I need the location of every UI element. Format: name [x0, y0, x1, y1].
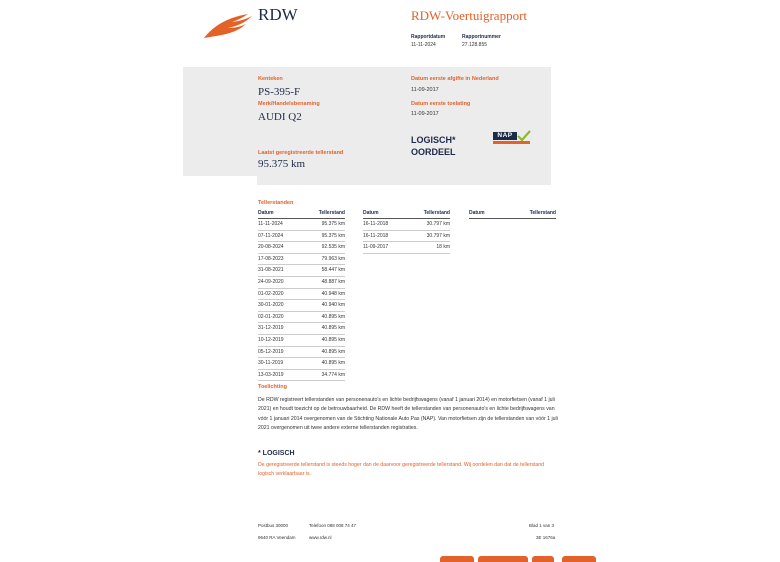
- readings-column-1: [258, 210, 345, 381]
- table-row: [258, 335, 345, 347]
- explanation-body: De RDW registreert tellerstanden van personenauto's en lichte bedrijfswagens (vanaf 1 januari 2014) en motorfietsen (vanaf 1 juli 2021) en houdt toezicht op de betrouwbaarheid. De RDW heeft de tellerstanden van personenauto's en lichte bedrijfswagens van vóór 1 januari 2014 overgenomen van de Stichting Nationale Auto Pas (NAP). Van motorfietsen zijn de tellerstanden van vóór 1 juli 2021 overgenomen uit twee andere externe tellerstanden registraties.: [258, 397, 558, 431]
- reading-value: 95.375 km: [321, 232, 345, 239]
- reading-date: 16-11-2018: [363, 221, 389, 227]
- judgement-line2: OORDEEL: [411, 147, 456, 157]
- reading-value: 40.948 km: [321, 290, 345, 297]
- readings-column-3: [469, 210, 556, 219]
- footer-address-2: 9640 RA Veendam: [258, 535, 296, 540]
- readings-column-2: [363, 210, 450, 254]
- reading-date: 05-12-2019: [258, 348, 284, 355]
- explanation-title: Toelichting: [258, 384, 287, 390]
- reading-date: 02-01-2020: [258, 313, 284, 320]
- nap-logo-label: NAP: [493, 132, 517, 140]
- table-row: [258, 323, 345, 335]
- col-value-header: Tellerstand: [529, 210, 556, 216]
- decorative-bar: [440, 556, 474, 562]
- readings-title: Tellerstanden: [258, 200, 294, 206]
- reading-date: 13-03-2019: [258, 371, 284, 378]
- judgement-line1: LOGISCH*: [411, 135, 456, 145]
- note-body: De geregistreerde tellerstand is steeds hoger dan de daarvoor geregistreerde tellerstand. Wij oordelen dan dat de tellerstand logisch verklaarbaar is.: [258, 462, 545, 478]
- col-date-header: Datum: [258, 210, 274, 216]
- reading-value: 95.375 km: [321, 221, 345, 227]
- plate-label: Kenteken: [258, 76, 283, 82]
- table-row: [363, 231, 450, 243]
- table-row: [363, 219, 450, 231]
- reading-date: 24-09-2020: [258, 278, 284, 285]
- reading-date: 16-11-2018: [363, 232, 389, 239]
- table-row: [258, 219, 345, 231]
- reading-date: 11-09-2017: [363, 244, 389, 251]
- reading-value: 40.895 km: [321, 348, 345, 355]
- make-value: AUDI Q2: [258, 111, 302, 123]
- col-date-header: Datum: [469, 210, 485, 216]
- reading-value: 30.797 km: [426, 232, 450, 239]
- decorative-bar: [532, 556, 554, 562]
- first-admission-value: 11-09-2017: [411, 111, 439, 117]
- plate-value: PS-395-F: [258, 86, 301, 98]
- table-row: [258, 277, 345, 289]
- reading-value: 18 km: [436, 244, 450, 251]
- report-date: 11-11-2024: [411, 42, 436, 48]
- report-title: RDW-Voertuigrapport: [411, 8, 528, 23]
- readings-col1-rows: [258, 219, 345, 381]
- readings-header: [258, 210, 345, 219]
- reading-value: 34.774 km: [321, 371, 345, 378]
- reading-date: 31-08-2021: [258, 267, 284, 274]
- table-row: [258, 289, 345, 301]
- footer-code: 3E 1676a: [536, 535, 556, 540]
- table-row: [258, 254, 345, 266]
- reading-value: 40.895 km: [321, 313, 345, 320]
- footer-address-1: Postbus 30000: [258, 523, 289, 528]
- reading-date: 11-11-2024: [258, 221, 283, 227]
- note-title: * LOGISCH: [258, 450, 295, 457]
- col-value-header: Tellerstand: [423, 210, 450, 216]
- first-admission-nl-value: 11-09-2017: [411, 87, 439, 93]
- report-date-label: Rapportdatum: [411, 34, 446, 40]
- table-row: [258, 370, 345, 382]
- table-row: [258, 265, 345, 277]
- rdw-logo-icon: [202, 10, 254, 42]
- report-number: 27.128.855: [462, 42, 488, 48]
- readings-col2-rows: [363, 219, 450, 254]
- last-mileage-value: 95.375 km: [258, 158, 306, 170]
- make-label: Merk/Handelsbenaming: [258, 101, 320, 107]
- first-admission-label: Datum eerste toelating: [411, 101, 471, 107]
- reading-value: 48.887 km: [321, 278, 345, 285]
- footer-phone: Telefoon 088 008 74 47: [309, 523, 357, 528]
- brand-name: RDW: [258, 5, 298, 24]
- reading-value: 40.895 km: [321, 325, 345, 332]
- reading-value: 92.535 km: [321, 244, 345, 251]
- reading-date: 30-11-2019: [258, 360, 284, 367]
- col-value-header: Tellerstand: [318, 210, 345, 216]
- table-row: [258, 312, 345, 324]
- first-admission-nl-label: Datum eerste afgifte in Nederland: [411, 76, 499, 82]
- reading-date: 10-12-2019: [258, 336, 284, 343]
- table-row: [258, 242, 345, 254]
- last-mileage-label: Laatst geregistreerde tellerstand: [258, 150, 344, 156]
- table-row: [258, 358, 345, 370]
- reading-value: 40.895 km: [321, 336, 345, 343]
- report-number-label: Rapportnummer: [462, 34, 501, 40]
- vehicle-panel: [183, 67, 551, 185]
- col-date-header: Datum: [363, 210, 379, 216]
- readings-header: [469, 210, 556, 219]
- reading-date: 20-08-2024: [258, 244, 284, 251]
- panel-cutout: [183, 176, 257, 185]
- table-row: [258, 231, 345, 243]
- reading-value: 58.447 km: [321, 267, 345, 274]
- nap-underline: [493, 141, 530, 144]
- table-row: [363, 242, 450, 254]
- nap-logo-icon: [493, 130, 531, 145]
- decorative-bar: [562, 556, 596, 562]
- reading-date: 07-11-2024: [258, 232, 284, 239]
- reading-date: 17-08-2023: [258, 255, 284, 262]
- footer-web: www.rdw.nl: [309, 535, 332, 540]
- readings-header: [363, 210, 450, 219]
- reading-value: 79.963 km: [321, 255, 345, 262]
- table-row: [258, 300, 345, 312]
- reading-value: 30.797 km: [426, 221, 450, 227]
- reading-value: 40.940 km: [321, 302, 345, 309]
- reading-date: 30-01-2020: [258, 302, 284, 309]
- reading-date: 31-12-2019: [258, 325, 284, 332]
- footer-page: Blad 1 van 3: [529, 523, 555, 528]
- decorative-bar: [478, 556, 528, 562]
- reading-date: 01-02-2020: [258, 290, 284, 297]
- reading-value: 40.895 km: [321, 360, 345, 367]
- table-row: [258, 347, 345, 359]
